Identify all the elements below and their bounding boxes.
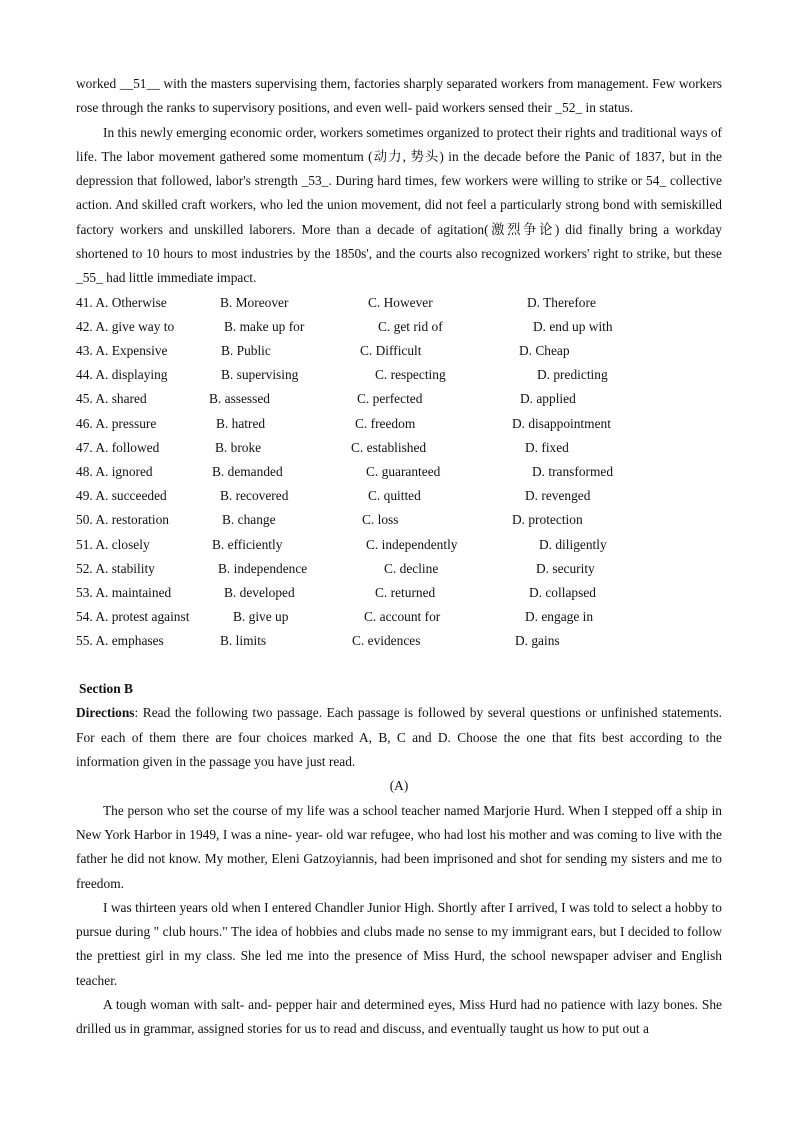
option-c: C. evidences bbox=[352, 633, 421, 649]
question-42 bbox=[76, 315, 722, 339]
question-49 bbox=[76, 484, 722, 508]
option-c: C. perfected bbox=[357, 391, 423, 407]
option-d: D. disappointment bbox=[512, 415, 611, 431]
question-45 bbox=[76, 387, 722, 411]
option-c: C. get rid of bbox=[378, 318, 443, 334]
option-a: 46. A. pressure bbox=[76, 415, 157, 431]
option-b: B. efficiently bbox=[212, 536, 283, 552]
option-a: 44. A. displaying bbox=[76, 367, 168, 383]
option-b: B. demanded bbox=[212, 463, 283, 479]
option-b: B. Public bbox=[221, 343, 271, 359]
option-a: 48. A. ignored bbox=[76, 463, 153, 479]
option-a: 43. A. Expensive bbox=[76, 343, 168, 359]
option-d: D. protection bbox=[512, 512, 583, 528]
section-b-title: Section B bbox=[79, 681, 133, 697]
option-d: D. end up with bbox=[533, 318, 613, 334]
passage-paragraph-2: In this newly emerging economic order, workers sometimes organized to protect their rights and traditional ways of life. The labor movement gathered some momentum (动力, 势头) in the decade before the Panic of 1837, but in the depression that followed, labor's strength _53_. During hard times, few workers were willing to strike or 54_ collective action. And skilled craft workers, who led the union movement, did not feel a particularly strong bond with semiskilled factory workers and unskilled laborers. More than a decade of agitation(激烈争论) did finally bring a workday shortened to 10 hours to most industries by the 1850s', and the courts also recognized workers' right to strike, but these _55_ had little immediate impact. bbox=[76, 124, 722, 286]
option-b: B. broke bbox=[215, 439, 262, 455]
question-43 bbox=[76, 339, 722, 363]
question-44 bbox=[76, 363, 722, 387]
option-d: D. security bbox=[536, 560, 595, 576]
option-d: D. transformed bbox=[532, 463, 614, 479]
passage-a-paragraph-3: A tough woman with salt- and- pepper hair and determined eyes, Miss Hurd had no patience with lazy bones. She drilled us in grammar, assigned stories for us to read and discuss, and eventually taught us how to put out a bbox=[76, 997, 722, 1037]
option-c: C. freedom bbox=[355, 415, 416, 431]
option-a: 49. A. succeeded bbox=[76, 488, 167, 504]
option-a: 51. A. closely bbox=[76, 536, 150, 552]
option-a: 50. A. restoration bbox=[76, 512, 169, 528]
option-d: D. collapsed bbox=[529, 584, 596, 600]
question-55 bbox=[76, 629, 722, 653]
option-a: 45. A. shared bbox=[76, 391, 147, 407]
option-a: 52. A. stability bbox=[76, 560, 155, 576]
option-b: B. developed bbox=[224, 584, 295, 600]
question-54 bbox=[76, 605, 722, 629]
option-d: D. Therefore bbox=[527, 294, 596, 310]
option-d: D. engage in bbox=[525, 609, 594, 625]
option-c: C. respecting bbox=[375, 367, 446, 383]
option-c: C. loss bbox=[362, 512, 399, 528]
question-47 bbox=[76, 436, 722, 460]
directions-text: : Read the following two passage. Each passage is followed by several questions or unfinished statements. For each of them there are four choices marked A, B, C and D. Choose the one that fits best according to the information given in the passage you have just read. bbox=[76, 705, 722, 770]
option-b: B. independence bbox=[218, 560, 308, 576]
document-page bbox=[76, 72, 722, 1042]
option-d: D. gains bbox=[515, 633, 560, 649]
option-b: B. give up bbox=[233, 609, 289, 625]
option-b: B. Moreover bbox=[220, 294, 289, 310]
question-53 bbox=[76, 581, 722, 605]
option-d: D. diligently bbox=[539, 536, 607, 552]
question-41 bbox=[76, 291, 722, 315]
option-a: 41. A. Otherwise bbox=[76, 294, 167, 310]
option-d: D. applied bbox=[520, 391, 576, 407]
option-b: B. make up for bbox=[224, 318, 305, 334]
option-d: D. Cheap bbox=[519, 343, 570, 359]
directions-paragraph bbox=[76, 701, 722, 774]
option-b: B. hatred bbox=[216, 415, 266, 431]
option-c: C. established bbox=[351, 439, 427, 455]
question-52 bbox=[76, 557, 722, 581]
option-d: D. revenged bbox=[525, 488, 591, 504]
option-c: C. Difficult bbox=[360, 343, 422, 359]
question-46 bbox=[76, 412, 722, 436]
option-a: 54. A. protest against bbox=[76, 609, 190, 625]
option-b: B. change bbox=[222, 512, 276, 528]
option-a: 47. A. followed bbox=[76, 439, 160, 455]
option-d: D. fixed bbox=[525, 439, 569, 455]
directions-label: Directions bbox=[76, 705, 135, 721]
option-a: 55. A. emphases bbox=[76, 633, 164, 649]
section-spacer bbox=[76, 653, 722, 677]
passage-paragraph-1: worked __51__ with the masters supervising them, factories sharply separated workers from management. Few workers rose through the ranks to supervisory positions, and even well- paid workers sensed their _52_ in status. bbox=[76, 76, 722, 116]
question-options-list bbox=[76, 291, 722, 654]
option-b: B. limits bbox=[220, 633, 267, 649]
option-b: B. recovered bbox=[220, 488, 289, 504]
option-d: D. predicting bbox=[537, 367, 608, 383]
question-48 bbox=[76, 460, 722, 484]
option-a: 53. A. maintained bbox=[76, 584, 172, 600]
option-c: C. independently bbox=[366, 536, 458, 552]
option-c: C. returned bbox=[375, 584, 436, 600]
question-51 bbox=[76, 533, 722, 557]
option-c: C. guaranteed bbox=[366, 463, 441, 479]
question-50 bbox=[76, 508, 722, 532]
option-c: C. However bbox=[368, 294, 433, 310]
option-c: C. account for bbox=[364, 609, 441, 625]
passage-a-paragraph-1: The person who set the course of my life was a school teacher named Marjorie Hurd. When I stepped off a ship in New York Harbor in 1949, I was a nine- year- old war refugee, who had lost his mother and was coming to live with the father he did not know. My mother, Eleni Gatzoyiannis, had been imprisoned and shot for sending my sisters and me to freedom. bbox=[76, 802, 722, 891]
option-c: C. quitted bbox=[368, 488, 421, 504]
option-b: B. assessed bbox=[209, 391, 270, 407]
passage-label: (A) bbox=[389, 778, 409, 794]
option-a: 42. A. give way to bbox=[76, 318, 175, 334]
passage-a-paragraph-2: I was thirteen years old when I entered Chandler Junior High. Shortly after I arrived, I was told to select a hobby to pursue during " club hours." The idea of hobbies and clubs made no sense to my immigrant ears, but I decided to follow the prettiest girl in my class. She led me into the presence of Miss Hurd, the school newspaper adviser and English teacher. bbox=[76, 899, 722, 988]
option-c: C. decline bbox=[384, 560, 439, 576]
option-b: B. supervising bbox=[221, 367, 299, 383]
